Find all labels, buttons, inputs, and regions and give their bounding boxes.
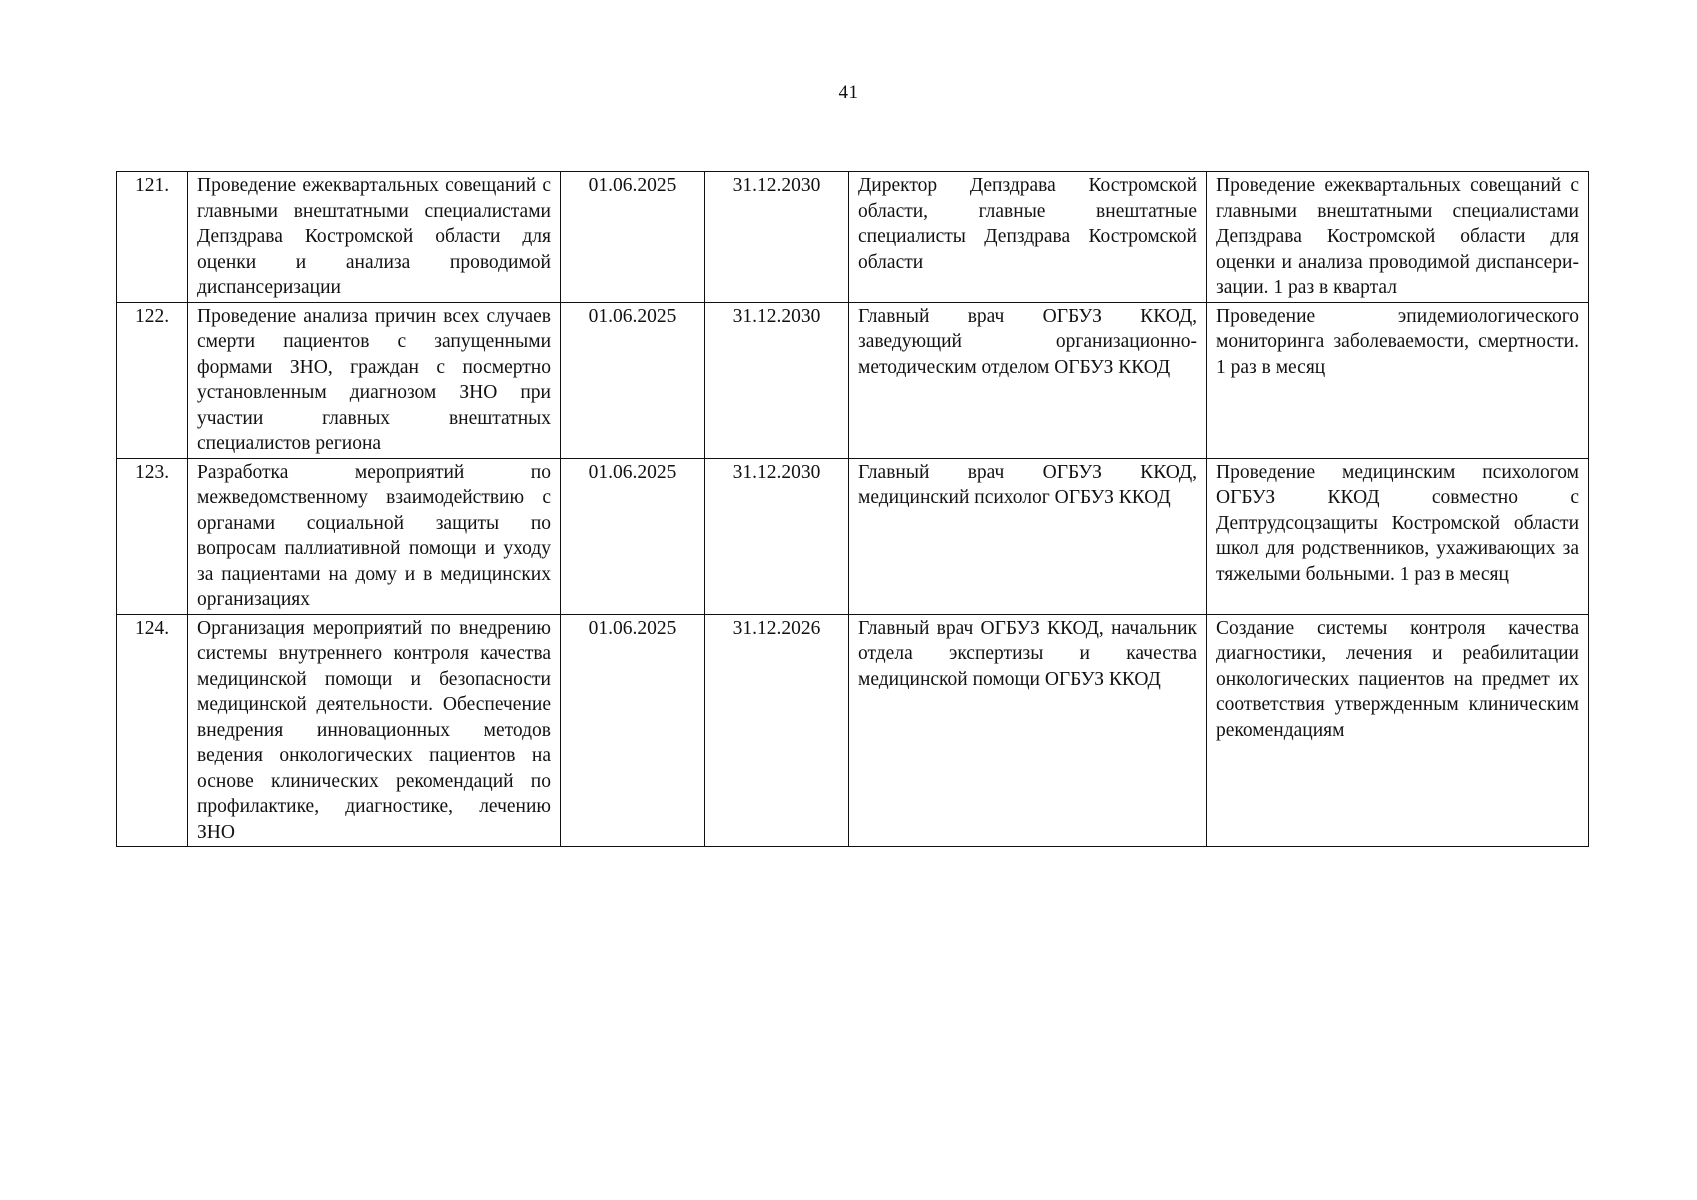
responsible-cell: Директор Депздрава Костромской области, главные внештатные специалисты Депздрава Костромской области <box>849 172 1207 303</box>
table-row <box>117 172 1589 303</box>
action-plan-table <box>116 171 1589 847</box>
end-date-cell: 31.12.2030 <box>705 458 849 614</box>
start-date-cell: 01.06.2025 <box>561 614 705 847</box>
result-cell: Проведение ежеквартальных совещаний с главными внештатными специалистами Депздрава Костромской области для оценки и анализа проводимой диспансери-зации. 1 раз в квартал <box>1207 172 1589 303</box>
table-row <box>117 302 1589 458</box>
result-cell: Создание системы контроля качества диагностики, лечения и реабилитации онкологических пациентов на предмет их соответствия утвержденным клиническим рекомендациям <box>1207 614 1589 847</box>
activity-cell: Проведение ежеквартальных совещаний с главными внештатными специалистами Депздрава Костромской области для оценки и анализа проводимой диспансеризации <box>188 172 561 303</box>
end-date-cell: 31.12.2026 <box>705 614 849 847</box>
end-date-cell: 31.12.2030 <box>705 172 849 303</box>
table-row <box>117 614 1589 847</box>
activity-cell: Проведение анализа причин всех случаев смерти пациентов с запущенными формами ЗНО, граждан с посмертно установленным диагнозом ЗНО при участии главных внештатных специалистов региона <box>188 302 561 458</box>
responsible-cell: Главный врач ОГБУЗ ККОД, заведующий организационно-методическим отделом ОГБУЗ ККОД <box>849 302 1207 458</box>
table-row <box>117 458 1589 614</box>
start-date-cell: 01.06.2025 <box>561 458 705 614</box>
responsible-cell: Главный врач ОГБУЗ ККОД, медицинский психолог ОГБУЗ ККОД <box>849 458 1207 614</box>
row-number: 121. <box>117 172 188 303</box>
result-cell: Проведение эпидемиологического мониторинга заболеваемости, смертности. 1 раз в месяц <box>1207 302 1589 458</box>
row-number: 123. <box>117 458 188 614</box>
start-date-cell: 01.06.2025 <box>561 302 705 458</box>
row-number: 124. <box>117 614 188 847</box>
page-number: 41 <box>838 82 859 103</box>
responsible-cell: Главный врач ОГБУЗ ККОД, начальник отдела экспертизы и качества медицинской помощи ОГБУЗ ККОД <box>849 614 1207 847</box>
activity-cell: Разработка мероприятий по межведомственному взаимодействию с органами социальной защиты по вопросам паллиативной помощи и уходу за пациентами на дому и в медицинских организациях <box>188 458 561 614</box>
start-date-cell: 01.06.2025 <box>561 172 705 303</box>
end-date-cell: 31.12.2030 <box>705 302 849 458</box>
result-cell: Проведение медицинским психологом ОГБУЗ ККОД совместно с Дептрудсоцзащиты Костромской области школ для родственников, ухаживающих за тяжелыми больными. 1 раз в месяц <box>1207 458 1589 614</box>
row-number: 122. <box>117 302 188 458</box>
activity-cell: Организация мероприятий по внедрению системы внутреннего контроля качества медицинской помощи и безопасности медицинской деятельности. Обеспечение внедрения инновационных методов ведения онкологических пациентов на основе клинических рекомендаций по профилактике, диагностике, лечению ЗНО <box>188 614 561 847</box>
